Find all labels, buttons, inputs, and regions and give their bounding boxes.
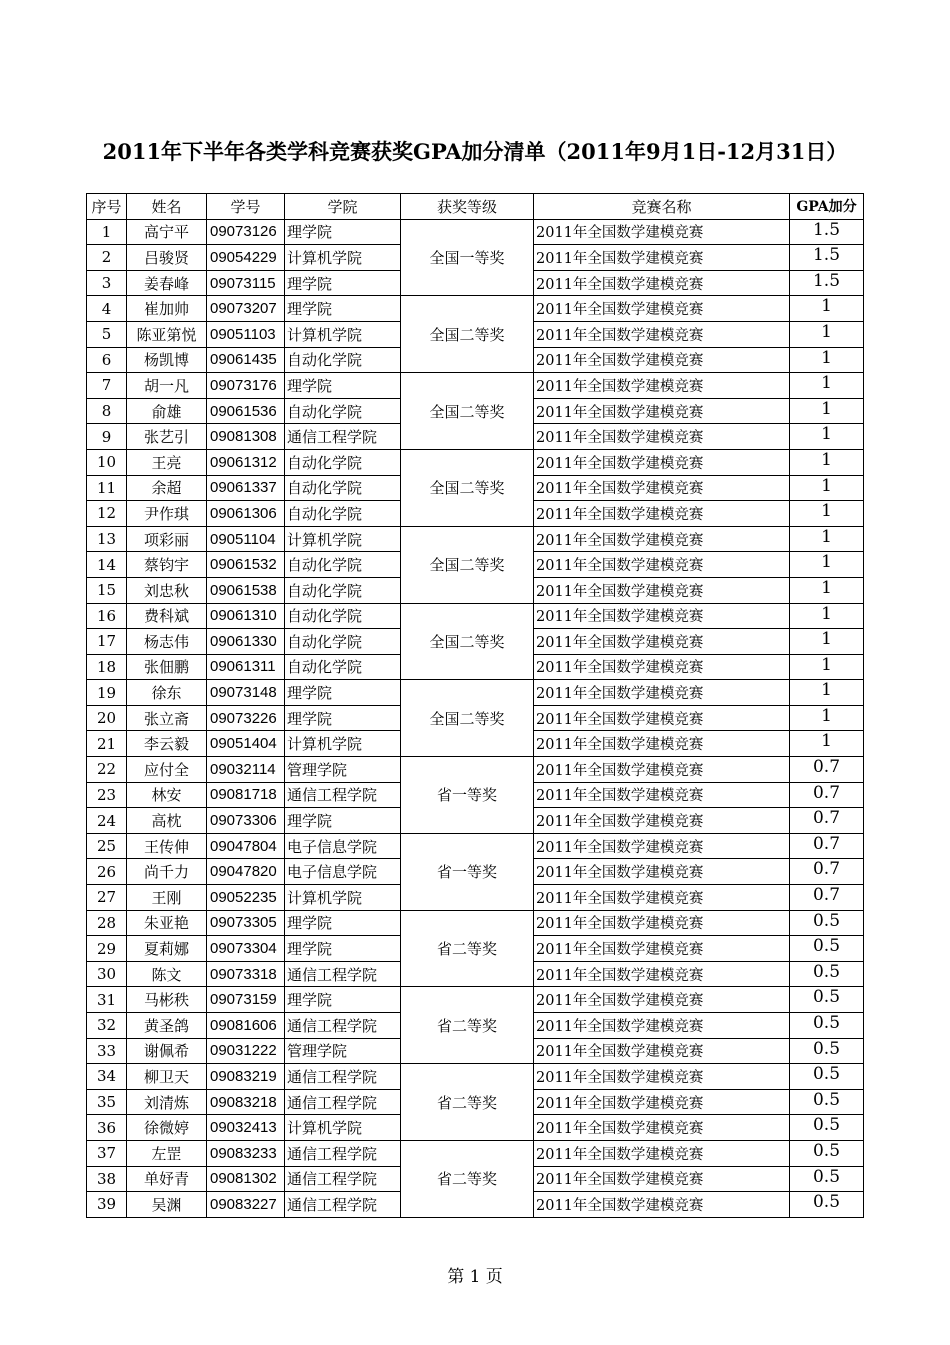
student-name: 李云毅 bbox=[127, 731, 207, 757]
student-id: 09061311 bbox=[207, 654, 285, 680]
student-id: 09073304 bbox=[207, 936, 285, 962]
competition-name: 2011年全国数学建模竞赛 bbox=[534, 577, 790, 603]
student-id: 09032413 bbox=[207, 1115, 285, 1141]
table-row bbox=[87, 910, 864, 936]
student-name: 项彩丽 bbox=[127, 526, 207, 552]
award-level: 全国二等奖 bbox=[401, 296, 534, 373]
competition-name: 2011年全国数学建模竞赛 bbox=[534, 449, 790, 475]
student-id: 09073176 bbox=[207, 373, 285, 399]
competition-name: 2011年全国数学建模竞赛 bbox=[534, 321, 790, 347]
student-name: 吴渊 bbox=[127, 1192, 207, 1218]
student-id: 09073126 bbox=[207, 219, 285, 245]
gpa-bonus: 0.7 bbox=[790, 833, 864, 859]
competition-name: 2011年全国数学建模竞赛 bbox=[534, 910, 790, 936]
competition-name: 2011年全国数学建模竞赛 bbox=[534, 629, 790, 655]
gpa-bonus: 1 bbox=[790, 296, 864, 322]
competition-name: 2011年全国数学建模竞赛 bbox=[534, 1140, 790, 1166]
row-number: 28 bbox=[87, 910, 127, 936]
row-number: 31 bbox=[87, 987, 127, 1013]
college-name: 通信工程学院 bbox=[285, 961, 401, 987]
table-body bbox=[87, 219, 864, 1217]
student-name: 尹作琪 bbox=[127, 501, 207, 527]
row-number: 38 bbox=[87, 1166, 127, 1192]
row-number: 1 bbox=[87, 219, 127, 245]
gpa-bonus: 1 bbox=[790, 526, 864, 552]
row-number: 25 bbox=[87, 833, 127, 859]
student-name: 余超 bbox=[127, 475, 207, 501]
award-level: 省二等奖 bbox=[401, 1064, 534, 1141]
gpa-bonus: 0.5 bbox=[790, 1192, 864, 1218]
college-name: 理学院 bbox=[285, 373, 401, 399]
student-id: 09061538 bbox=[207, 577, 285, 603]
gpa-bonus: 1 bbox=[790, 731, 864, 757]
student-name: 王刚 bbox=[127, 885, 207, 911]
college-name: 理学院 bbox=[285, 270, 401, 296]
student-id: 09047820 bbox=[207, 859, 285, 885]
student-id: 09061306 bbox=[207, 501, 285, 527]
student-id: 09061435 bbox=[207, 347, 285, 373]
row-number: 15 bbox=[87, 577, 127, 603]
student-name: 高枕 bbox=[127, 808, 207, 834]
header-gpa: GPA加分 bbox=[790, 194, 864, 220]
gpa-bonus: 0.5 bbox=[790, 1064, 864, 1090]
college-name: 理学院 bbox=[285, 705, 401, 731]
student-id: 09032114 bbox=[207, 757, 285, 783]
student-id: 09083219 bbox=[207, 1064, 285, 1090]
student-name: 朱亚艳 bbox=[127, 910, 207, 936]
competition-name: 2011年全国数学建模竞赛 bbox=[534, 373, 790, 399]
college-name: 通信工程学院 bbox=[285, 1013, 401, 1039]
competition-name: 2011年全国数学建模竞赛 bbox=[534, 885, 790, 911]
gpa-bonus: 1 bbox=[790, 603, 864, 629]
college-name: 理学院 bbox=[285, 910, 401, 936]
student-id: 09083218 bbox=[207, 1089, 285, 1115]
student-id: 09051104 bbox=[207, 526, 285, 552]
student-id: 09073318 bbox=[207, 961, 285, 987]
student-id: 09051404 bbox=[207, 731, 285, 757]
award-level: 省一等奖 bbox=[401, 833, 534, 910]
gpa-bonus: 0.7 bbox=[790, 782, 864, 808]
gpa-bonus: 1 bbox=[790, 424, 864, 450]
college-name: 计算机学院 bbox=[285, 1115, 401, 1141]
competition-name: 2011年全国数学建模竞赛 bbox=[534, 526, 790, 552]
gpa-table bbox=[86, 193, 864, 1218]
award-level: 全国一等奖 bbox=[401, 219, 534, 296]
gpa-bonus: 0.7 bbox=[790, 859, 864, 885]
student-name: 徐东 bbox=[127, 680, 207, 706]
student-id: 09073226 bbox=[207, 705, 285, 731]
college-name: 理学院 bbox=[285, 987, 401, 1013]
student-id: 09061532 bbox=[207, 552, 285, 578]
college-name: 计算机学院 bbox=[285, 321, 401, 347]
college-name: 通信工程学院 bbox=[285, 424, 401, 450]
student-name: 马彬秩 bbox=[127, 987, 207, 1013]
table-row bbox=[87, 757, 864, 783]
row-number: 17 bbox=[87, 629, 127, 655]
competition-name: 2011年全国数学建模竞赛 bbox=[534, 961, 790, 987]
student-id: 09051103 bbox=[207, 321, 285, 347]
competition-name: 2011年全国数学建模竞赛 bbox=[534, 296, 790, 322]
student-name: 陈文 bbox=[127, 961, 207, 987]
gpa-bonus: 1.5 bbox=[790, 245, 864, 271]
competition-name: 2011年全国数学建模竞赛 bbox=[534, 654, 790, 680]
student-name: 崔加帅 bbox=[127, 296, 207, 322]
college-name: 计算机学院 bbox=[285, 731, 401, 757]
student-name: 张艺引 bbox=[127, 424, 207, 450]
competition-name: 2011年全国数学建模竞赛 bbox=[534, 936, 790, 962]
competition-name: 2011年全国数学建模竞赛 bbox=[534, 501, 790, 527]
college-name: 自动化学院 bbox=[285, 347, 401, 373]
gpa-bonus: 1 bbox=[790, 449, 864, 475]
student-id: 09061310 bbox=[207, 603, 285, 629]
student-name: 张佃鹏 bbox=[127, 654, 207, 680]
table-row bbox=[87, 833, 864, 859]
student-name: 左罡 bbox=[127, 1140, 207, 1166]
student-name: 杨凯博 bbox=[127, 347, 207, 373]
student-name: 胡一凡 bbox=[127, 373, 207, 399]
student-name: 蔡钧宇 bbox=[127, 552, 207, 578]
student-name: 徐微婷 bbox=[127, 1115, 207, 1141]
table-row bbox=[87, 526, 864, 552]
gpa-bonus: 1 bbox=[790, 398, 864, 424]
table-row bbox=[87, 1140, 864, 1166]
table-row bbox=[87, 680, 864, 706]
gpa-bonus: 1 bbox=[790, 347, 864, 373]
student-id: 09083227 bbox=[207, 1192, 285, 1218]
college-name: 通信工程学院 bbox=[285, 1140, 401, 1166]
college-name: 自动化学院 bbox=[285, 603, 401, 629]
student-name: 姜春峰 bbox=[127, 270, 207, 296]
college-name: 理学院 bbox=[285, 936, 401, 962]
gpa-bonus: 0.5 bbox=[790, 1166, 864, 1192]
college-name: 电子信息学院 bbox=[285, 833, 401, 859]
table-row bbox=[87, 296, 864, 322]
row-number: 10 bbox=[87, 449, 127, 475]
competition-name: 2011年全国数学建模竞赛 bbox=[534, 398, 790, 424]
row-number: 14 bbox=[87, 552, 127, 578]
award-level: 省二等奖 bbox=[401, 910, 534, 987]
award-level: 全国二等奖 bbox=[401, 373, 534, 450]
header-id: 学号 bbox=[207, 194, 285, 220]
college-name: 自动化学院 bbox=[285, 552, 401, 578]
row-number: 36 bbox=[87, 1115, 127, 1141]
page-number: 第 1 页 bbox=[447, 1267, 503, 1287]
competition-name: 2011年全国数学建模竞赛 bbox=[534, 808, 790, 834]
competition-name: 2011年全国数学建模竞赛 bbox=[534, 219, 790, 245]
competition-name: 2011年全国数学建模竞赛 bbox=[534, 1038, 790, 1064]
college-name: 理学院 bbox=[285, 808, 401, 834]
row-number: 22 bbox=[87, 757, 127, 783]
competition-name: 2011年全国数学建模竞赛 bbox=[534, 680, 790, 706]
student-id: 09073207 bbox=[207, 296, 285, 322]
student-id: 09081308 bbox=[207, 424, 285, 450]
row-number: 12 bbox=[87, 501, 127, 527]
competition-name: 2011年全国数学建模竞赛 bbox=[534, 475, 790, 501]
competition-name: 2011年全国数学建模竞赛 bbox=[534, 603, 790, 629]
college-name: 通信工程学院 bbox=[285, 1192, 401, 1218]
gpa-bonus: 0.5 bbox=[790, 936, 864, 962]
row-number: 33 bbox=[87, 1038, 127, 1064]
student-id: 09073159 bbox=[207, 987, 285, 1013]
row-number: 5 bbox=[87, 321, 127, 347]
gpa-bonus: 0.5 bbox=[790, 961, 864, 987]
student-name: 张立斋 bbox=[127, 705, 207, 731]
row-number: 11 bbox=[87, 475, 127, 501]
row-number: 39 bbox=[87, 1192, 127, 1218]
gpa-bonus: 1.5 bbox=[790, 270, 864, 296]
gpa-bonus: 0.5 bbox=[790, 1140, 864, 1166]
header-no: 序号 bbox=[87, 194, 127, 220]
college-name: 通信工程学院 bbox=[285, 782, 401, 808]
row-number: 34 bbox=[87, 1064, 127, 1090]
competition-name: 2011年全国数学建模竞赛 bbox=[534, 1115, 790, 1141]
competition-name: 2011年全国数学建模竞赛 bbox=[534, 1166, 790, 1192]
row-number: 13 bbox=[87, 526, 127, 552]
gpa-bonus: 1 bbox=[790, 680, 864, 706]
award-level: 省二等奖 bbox=[401, 987, 534, 1064]
competition-name: 2011年全国数学建模竞赛 bbox=[534, 987, 790, 1013]
student-id: 09081606 bbox=[207, 1013, 285, 1039]
gpa-bonus: 1 bbox=[790, 373, 864, 399]
row-number: 24 bbox=[87, 808, 127, 834]
student-id: 09061312 bbox=[207, 449, 285, 475]
gpa-bonus: 1 bbox=[790, 321, 864, 347]
competition-name: 2011年全国数学建模竞赛 bbox=[534, 245, 790, 271]
student-name: 单妤青 bbox=[127, 1166, 207, 1192]
table-row bbox=[87, 603, 864, 629]
gpa-bonus: 0.5 bbox=[790, 987, 864, 1013]
student-name: 吕骏贤 bbox=[127, 245, 207, 271]
award-level: 全国二等奖 bbox=[401, 449, 534, 526]
table-header-row bbox=[87, 194, 864, 220]
row-number: 29 bbox=[87, 936, 127, 962]
student-name: 王传伸 bbox=[127, 833, 207, 859]
student-id: 09083233 bbox=[207, 1140, 285, 1166]
row-number: 9 bbox=[87, 424, 127, 450]
competition-name: 2011年全国数学建模竞赛 bbox=[534, 270, 790, 296]
row-number: 21 bbox=[87, 731, 127, 757]
gpa-bonus: 0.5 bbox=[790, 1038, 864, 1064]
college-name: 自动化学院 bbox=[285, 449, 401, 475]
gpa-bonus: 0.5 bbox=[790, 1013, 864, 1039]
college-name: 自动化学院 bbox=[285, 629, 401, 655]
gpa-bonus: 1 bbox=[790, 552, 864, 578]
row-number: 3 bbox=[87, 270, 127, 296]
competition-name: 2011年全国数学建模竞赛 bbox=[534, 1192, 790, 1218]
award-level: 全国二等奖 bbox=[401, 526, 534, 603]
gpa-bonus: 1 bbox=[790, 501, 864, 527]
student-id: 09073115 bbox=[207, 270, 285, 296]
award-level: 省一等奖 bbox=[401, 757, 534, 834]
table-row bbox=[87, 219, 864, 245]
college-name: 理学院 bbox=[285, 219, 401, 245]
college-name: 管理学院 bbox=[285, 1038, 401, 1064]
student-id: 09073305 bbox=[207, 910, 285, 936]
college-name: 电子信息学院 bbox=[285, 859, 401, 885]
row-number: 8 bbox=[87, 398, 127, 424]
competition-name: 2011年全国数学建模竞赛 bbox=[534, 347, 790, 373]
gpa-bonus: 0.5 bbox=[790, 1115, 864, 1141]
student-name: 刘忠秋 bbox=[127, 577, 207, 603]
student-id: 09054229 bbox=[207, 245, 285, 271]
competition-name: 2011年全国数学建模竞赛 bbox=[534, 782, 790, 808]
gpa-bonus: 1 bbox=[790, 654, 864, 680]
header-award: 获奖等级 bbox=[401, 194, 534, 220]
college-name: 自动化学院 bbox=[285, 475, 401, 501]
student-id: 09081718 bbox=[207, 782, 285, 808]
competition-name: 2011年全国数学建模竞赛 bbox=[534, 1089, 790, 1115]
college-name: 管理学院 bbox=[285, 757, 401, 783]
student-name: 杨志伟 bbox=[127, 629, 207, 655]
row-number: 18 bbox=[87, 654, 127, 680]
student-name: 柳卫天 bbox=[127, 1064, 207, 1090]
page-title: 2011年下半年各类学科竞赛获奖GPA加分清单（2011年9月1日-12月31日） bbox=[102, 139, 848, 164]
gpa-bonus: 0.7 bbox=[790, 757, 864, 783]
student-id: 09073306 bbox=[207, 808, 285, 834]
student-name: 谢佩希 bbox=[127, 1038, 207, 1064]
row-number: 37 bbox=[87, 1140, 127, 1166]
award-level: 省二等奖 bbox=[401, 1140, 534, 1217]
row-number: 2 bbox=[87, 245, 127, 271]
gpa-bonus: 1 bbox=[790, 629, 864, 655]
header-name: 姓名 bbox=[127, 194, 207, 220]
gpa-bonus: 0.5 bbox=[790, 1089, 864, 1115]
gpa-bonus: 1 bbox=[790, 577, 864, 603]
gpa-bonus: 0.5 bbox=[790, 910, 864, 936]
row-number: 16 bbox=[87, 603, 127, 629]
award-level: 全国二等奖 bbox=[401, 680, 534, 757]
student-id: 09061337 bbox=[207, 475, 285, 501]
table-row bbox=[87, 373, 864, 399]
student-id: 09061536 bbox=[207, 398, 285, 424]
competition-name: 2011年全国数学建模竞赛 bbox=[534, 1013, 790, 1039]
row-number: 7 bbox=[87, 373, 127, 399]
row-number: 35 bbox=[87, 1089, 127, 1115]
row-number: 19 bbox=[87, 680, 127, 706]
table-row bbox=[87, 987, 864, 1013]
competition-name: 2011年全国数学建模竞赛 bbox=[534, 859, 790, 885]
award-level: 全国二等奖 bbox=[401, 603, 534, 680]
competition-name: 2011年全国数学建模竞赛 bbox=[534, 552, 790, 578]
row-number: 6 bbox=[87, 347, 127, 373]
college-name: 通信工程学院 bbox=[285, 1064, 401, 1090]
student-name: 高宁平 bbox=[127, 219, 207, 245]
student-id: 09031222 bbox=[207, 1038, 285, 1064]
row-number: 27 bbox=[87, 885, 127, 911]
college-name: 通信工程学院 bbox=[285, 1166, 401, 1192]
college-name: 理学院 bbox=[285, 680, 401, 706]
college-name: 自动化学院 bbox=[285, 501, 401, 527]
student-id: 09073148 bbox=[207, 680, 285, 706]
student-name: 刘清炼 bbox=[127, 1089, 207, 1115]
gpa-bonus: 1.5 bbox=[790, 219, 864, 245]
competition-name: 2011年全国数学建模竞赛 bbox=[534, 757, 790, 783]
student-name: 王亮 bbox=[127, 449, 207, 475]
student-name: 黄圣鸽 bbox=[127, 1013, 207, 1039]
gpa-bonus: 0.7 bbox=[790, 808, 864, 834]
student-name: 尚千力 bbox=[127, 859, 207, 885]
row-number: 23 bbox=[87, 782, 127, 808]
student-name: 林安 bbox=[127, 782, 207, 808]
competition-name: 2011年全国数学建模竞赛 bbox=[534, 705, 790, 731]
student-name: 陈亚第悦 bbox=[127, 321, 207, 347]
header-competition: 竞赛名称 bbox=[534, 194, 790, 220]
row-number: 30 bbox=[87, 961, 127, 987]
student-name: 费科斌 bbox=[127, 603, 207, 629]
row-number: 32 bbox=[87, 1013, 127, 1039]
gpa-bonus: 1 bbox=[790, 475, 864, 501]
row-number: 26 bbox=[87, 859, 127, 885]
row-number: 4 bbox=[87, 296, 127, 322]
student-id: 09052235 bbox=[207, 885, 285, 911]
gpa-bonus: 0.7 bbox=[790, 885, 864, 911]
competition-name: 2011年全国数学建模竞赛 bbox=[534, 424, 790, 450]
table-row bbox=[87, 449, 864, 475]
row-number: 20 bbox=[87, 705, 127, 731]
college-name: 自动化学院 bbox=[285, 577, 401, 603]
gpa-bonus: 1 bbox=[790, 705, 864, 731]
table-row bbox=[87, 1064, 864, 1090]
college-name: 计算机学院 bbox=[285, 245, 401, 271]
college-name: 计算机学院 bbox=[285, 885, 401, 911]
header-college: 学院 bbox=[285, 194, 401, 220]
college-name: 自动化学院 bbox=[285, 398, 401, 424]
student-id: 09061330 bbox=[207, 629, 285, 655]
competition-name: 2011年全国数学建模竞赛 bbox=[534, 731, 790, 757]
competition-name: 2011年全国数学建模竞赛 bbox=[534, 1064, 790, 1090]
college-name: 计算机学院 bbox=[285, 526, 401, 552]
college-name: 通信工程学院 bbox=[285, 1089, 401, 1115]
student-id: 09047804 bbox=[207, 833, 285, 859]
student-name: 夏莉娜 bbox=[127, 936, 207, 962]
college-name: 自动化学院 bbox=[285, 654, 401, 680]
student-name: 俞雄 bbox=[127, 398, 207, 424]
student-name: 应付全 bbox=[127, 757, 207, 783]
student-id: 09081302 bbox=[207, 1166, 285, 1192]
competition-name: 2011年全国数学建模竞赛 bbox=[534, 833, 790, 859]
college-name: 理学院 bbox=[285, 296, 401, 322]
